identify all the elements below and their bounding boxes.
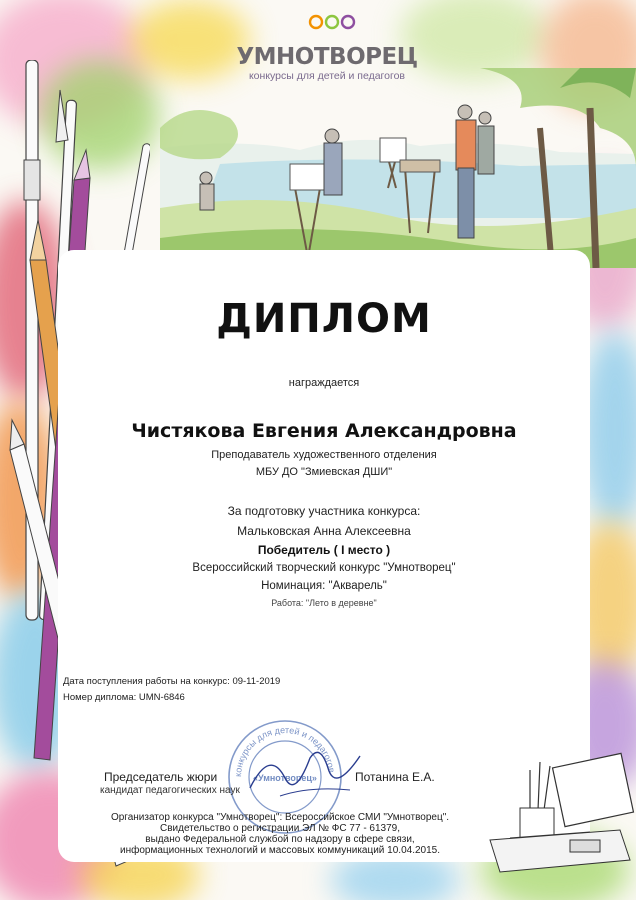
recipient-position: Преподаватель художественного отделения bbox=[211, 449, 437, 461]
recipient-name: Чистякова Евгения Александровна bbox=[131, 420, 517, 442]
organizer-line: информационных технологий и массовых коммуникаций 10.04.2015. bbox=[120, 845, 440, 856]
nomination-label: Номинация: "Акварель" bbox=[261, 580, 387, 592]
recipient-organization: МБУ ДО "Змиевская ДШИ" bbox=[255, 466, 393, 478]
work-title: Работа: "Лето в деревне" bbox=[271, 598, 377, 608]
jury-chair-degree: кандидат педагогических наук bbox=[100, 785, 240, 796]
place-label: Победитель ( I место ) bbox=[257, 543, 391, 557]
organizer-line: выдано Федеральной службой по надзору в сфере связи, bbox=[145, 834, 415, 845]
diploma-heading: ДИПЛОМ bbox=[216, 296, 432, 342]
diploma-number: Номер диплома: UMN-6846 bbox=[63, 692, 185, 703]
stamp-center-text: «Умнотворец» bbox=[253, 773, 317, 783]
organizer-line: Организатор конкурса "Умнотворец": Всероссийское СМИ "Умнотворец". bbox=[110, 812, 450, 823]
student-name: Мальковская Анна Алексеевна bbox=[237, 524, 411, 538]
organizer-line: Свидетельство о регистрации ЭЛ № ФС 77 - 61379, bbox=[159, 823, 401, 834]
jury-chair-name: Потанина Е.А. bbox=[355, 770, 435, 784]
logo-subtitle: конкурсы для детей и педагогов bbox=[248, 70, 406, 82]
logo-title: УМНОТВОРЕЦ bbox=[236, 44, 418, 70]
preparation-label: За подготовку участника конкурса: bbox=[227, 504, 421, 518]
landscape-illustration bbox=[160, 68, 636, 268]
easel-sketch-icon bbox=[470, 740, 636, 880]
logo-rings-icon bbox=[308, 14, 356, 30]
jury-chair-label: Председатель жюри bbox=[104, 770, 218, 784]
awarded-label: награждается bbox=[288, 377, 360, 389]
received-date: Дата поступления работы на конкурс: 09-11-2019 bbox=[63, 676, 281, 687]
stamp-ring-text: конкурсы для детей и педагогов bbox=[232, 724, 337, 778]
contest-name: Всероссийский творческий конкурс "Умнотворец" bbox=[192, 562, 456, 574]
